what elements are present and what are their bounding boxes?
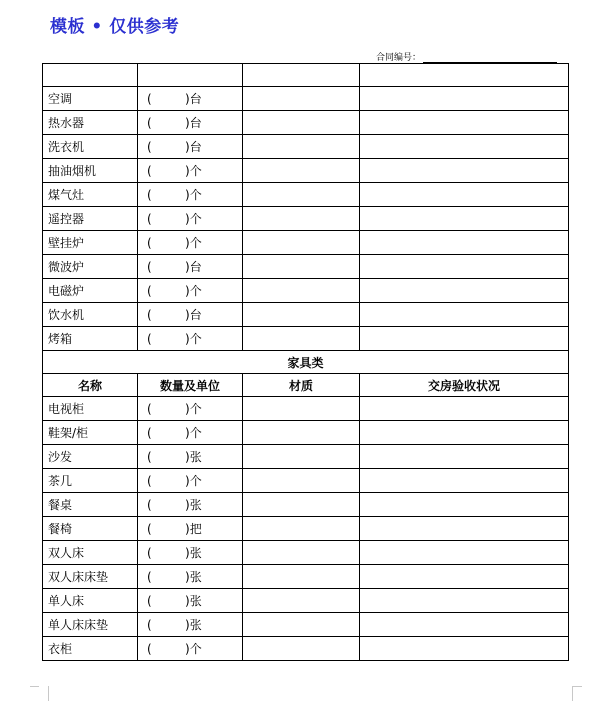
item-condition[interactable] — [360, 517, 569, 541]
paren-close: ) — [185, 115, 190, 130]
item-condition[interactable] — [360, 327, 569, 351]
paren-close: ) — [185, 569, 190, 584]
paren-open: ( — [147, 307, 152, 322]
paren-close: ) — [185, 425, 190, 440]
paren-close: ) — [185, 449, 190, 464]
item-quantity[interactable] — [138, 87, 243, 111]
column-header-quantity: 数量及单位 — [138, 374, 243, 397]
item-condition[interactable] — [360, 231, 569, 255]
item-name: 饮水机 — [43, 303, 138, 327]
item-material[interactable] — [243, 517, 360, 541]
paren-open: ( — [147, 497, 152, 512]
table-row — [43, 159, 569, 183]
item-name: 衣柜 — [43, 637, 138, 661]
column-header-condition: 交房验收状况 — [360, 374, 569, 397]
table-row — [43, 231, 569, 255]
item-unit: 个 — [189, 426, 202, 440]
item-material[interactable] — [243, 279, 360, 303]
table-row — [43, 565, 569, 589]
paren-open: ( — [147, 187, 152, 202]
item-name: 茶几 — [43, 469, 138, 493]
item-material[interactable] — [243, 637, 360, 661]
paren-open: ( — [147, 425, 152, 440]
paren-open: ( — [147, 641, 152, 656]
item-material[interactable] — [243, 303, 360, 327]
paren-open: ( — [147, 449, 152, 464]
item-quantity[interactable] — [138, 469, 243, 493]
paren-close: ) — [185, 259, 190, 274]
item-quantity[interactable] — [138, 255, 243, 279]
table-row — [43, 135, 569, 159]
item-material[interactable] — [243, 207, 360, 231]
table-row — [43, 589, 569, 613]
item-condition[interactable] — [360, 445, 569, 469]
item-condition[interactable] — [360, 493, 569, 517]
paren-open: ( — [147, 569, 152, 584]
paren-close: ) — [185, 545, 190, 560]
item-quantity[interactable] — [138, 231, 243, 255]
item-name: 餐椅 — [43, 517, 138, 541]
item-quantity[interactable] — [138, 207, 243, 231]
table-row — [43, 64, 569, 87]
table-cell — [243, 64, 360, 87]
item-material[interactable] — [243, 421, 360, 445]
item-name: 电磁炉 — [43, 279, 138, 303]
item-unit: 个 — [189, 332, 202, 346]
table-row — [43, 541, 569, 565]
item-material[interactable] — [243, 469, 360, 493]
column-header-row — [43, 374, 569, 397]
paren-close: ) — [185, 163, 190, 178]
item-condition[interactable] — [360, 469, 569, 493]
item-condition[interactable] — [360, 421, 569, 445]
paren-close: ) — [185, 473, 190, 488]
table-cell — [360, 64, 569, 87]
item-material[interactable] — [243, 589, 360, 613]
contract-number-label: 合同编号： — [376, 53, 422, 63]
paren-open: ( — [147, 139, 152, 154]
item-material[interactable] — [243, 183, 360, 207]
paren-close: ) — [185, 401, 190, 416]
section-row — [43, 351, 569, 374]
paren-open: ( — [147, 163, 152, 178]
paren-open: ( — [147, 593, 152, 608]
item-quantity[interactable] — [138, 613, 243, 637]
table-row — [43, 111, 569, 135]
column-header-name: 名称 — [43, 374, 138, 397]
paren-close: ) — [185, 307, 190, 322]
table-cell — [138, 64, 243, 87]
item-quantity[interactable] — [138, 589, 243, 613]
paren-open: ( — [147, 331, 152, 346]
paren-close: ) — [185, 139, 190, 154]
item-unit: 个 — [189, 236, 202, 250]
table-row — [43, 207, 569, 231]
watermark-title: 模板 • 仅供参考 — [50, 17, 180, 37]
item-name: 热水器 — [43, 111, 138, 135]
paren-open: ( — [147, 617, 152, 632]
table-row — [43, 397, 569, 421]
item-name: 洗衣机 — [43, 135, 138, 159]
item-unit: 台 — [189, 260, 202, 274]
item-condition[interactable] — [360, 135, 569, 159]
table-row — [43, 517, 569, 541]
item-name: 单人床床垫 — [43, 613, 138, 637]
item-name: 遥控器 — [43, 207, 138, 231]
table-row — [43, 613, 569, 637]
paren-close: ) — [185, 331, 190, 346]
item-condition[interactable] — [360, 255, 569, 279]
paren-open: ( — [147, 283, 152, 298]
paren-open: ( — [147, 545, 152, 560]
item-name: 双人床 — [43, 541, 138, 565]
item-material[interactable] — [243, 87, 360, 111]
page-corner-mark — [38, 686, 49, 701]
item-quantity[interactable] — [138, 637, 243, 661]
table-row — [43, 469, 569, 493]
item-name: 沙发 — [43, 445, 138, 469]
item-quantity[interactable] — [138, 327, 243, 351]
item-name: 电视柜 — [43, 397, 138, 421]
paren-close: ) — [185, 187, 190, 202]
item-unit: 张 — [189, 450, 202, 464]
paren-open: ( — [147, 211, 152, 226]
item-quantity[interactable] — [138, 303, 243, 327]
item-name: 空调 — [43, 87, 138, 111]
item-condition[interactable] — [360, 159, 569, 183]
item-unit: 个 — [189, 642, 202, 656]
item-material[interactable] — [243, 565, 360, 589]
item-quantity[interactable] — [138, 541, 243, 565]
table-row — [43, 637, 569, 661]
item-quantity[interactable] — [138, 517, 243, 541]
item-unit: 个 — [189, 164, 202, 178]
item-quantity[interactable] — [138, 445, 243, 469]
item-material[interactable] — [243, 255, 360, 279]
item-name: 烤箱 — [43, 327, 138, 351]
item-name: 煤气灶 — [43, 183, 138, 207]
paren-close: ) — [185, 593, 190, 608]
item-material[interactable] — [243, 327, 360, 351]
item-unit: 个 — [189, 212, 202, 226]
paren-close: ) — [185, 235, 190, 250]
item-condition[interactable] — [360, 637, 569, 661]
item-unit: 张 — [189, 594, 202, 608]
item-condition[interactable] — [360, 111, 569, 135]
item-condition[interactable] — [360, 541, 569, 565]
table-row — [43, 327, 569, 351]
item-quantity[interactable] — [138, 135, 243, 159]
paren-close: ) — [185, 497, 190, 512]
item-condition[interactable] — [360, 565, 569, 589]
item-material[interactable] — [243, 541, 360, 565]
item-material[interactable] — [243, 111, 360, 135]
table-row — [43, 183, 569, 207]
table-row — [43, 445, 569, 469]
item-condition[interactable] — [360, 207, 569, 231]
item-material[interactable] — [243, 613, 360, 637]
item-quantity[interactable] — [138, 279, 243, 303]
table-cell — [43, 64, 138, 87]
item-unit: 台 — [189, 140, 202, 154]
item-condition[interactable] — [360, 397, 569, 421]
table-row — [43, 493, 569, 517]
item-quantity[interactable] — [138, 397, 243, 421]
item-quantity[interactable] — [138, 421, 243, 445]
item-unit: 个 — [189, 402, 202, 416]
section-title: 家具类 — [43, 351, 569, 374]
item-quantity[interactable] — [138, 493, 243, 517]
item-quantity[interactable] — [138, 183, 243, 207]
paren-close: ) — [185, 283, 190, 298]
item-unit: 个 — [189, 188, 202, 202]
item-unit: 把 — [189, 522, 202, 536]
item-unit: 台 — [189, 116, 202, 130]
item-material[interactable] — [243, 135, 360, 159]
item-quantity[interactable] — [138, 111, 243, 135]
item-unit: 个 — [189, 284, 202, 298]
item-name: 单人床 — [43, 589, 138, 613]
table-row — [43, 421, 569, 445]
paren-close: ) — [185, 211, 190, 226]
item-condition[interactable] — [360, 279, 569, 303]
paren-open: ( — [147, 401, 152, 416]
item-name: 微波炉 — [43, 255, 138, 279]
item-material[interactable] — [243, 493, 360, 517]
item-material[interactable] — [243, 397, 360, 421]
item-quantity[interactable] — [138, 565, 243, 589]
column-header-material: 材质 — [243, 374, 360, 397]
item-condition[interactable] — [360, 589, 569, 613]
table-row — [43, 279, 569, 303]
item-name: 壁挂炉 — [43, 231, 138, 255]
table-row — [43, 303, 569, 327]
item-condition[interactable] — [360, 303, 569, 327]
paren-close: ) — [185, 641, 190, 656]
item-unit: 台 — [189, 92, 202, 106]
item-unit: 张 — [189, 498, 202, 512]
item-name: 抽油烟机 — [43, 159, 138, 183]
item-unit: 个 — [189, 474, 202, 488]
item-material[interactable] — [243, 445, 360, 469]
item-quantity[interactable] — [138, 159, 243, 183]
contract-number-field[interactable] — [423, 52, 557, 63]
item-unit: 张 — [189, 546, 202, 560]
inventory-table — [42, 63, 569, 661]
item-name: 鞋架/柜 — [43, 421, 138, 445]
item-name: 餐桌 — [43, 493, 138, 517]
paren-close: ) — [185, 91, 190, 106]
item-name: 双人床床垫 — [43, 565, 138, 589]
item-material[interactable] — [243, 231, 360, 255]
paren-open: ( — [147, 521, 152, 536]
paren-close: ) — [185, 521, 190, 536]
paren-open: ( — [147, 473, 152, 488]
paren-open: ( — [147, 259, 152, 274]
item-condition[interactable] — [360, 87, 569, 111]
paren-open: ( — [147, 115, 152, 130]
page-corner-mark — [572, 686, 583, 701]
item-material[interactable] — [243, 159, 360, 183]
item-condition[interactable] — [360, 613, 569, 637]
table-row — [43, 87, 569, 111]
item-unit: 张 — [189, 570, 202, 584]
paren-close: ) — [185, 617, 190, 632]
table-row — [43, 255, 569, 279]
contract-number — [376, 50, 557, 63]
paren-open: ( — [147, 235, 152, 250]
item-unit: 台 — [189, 308, 202, 322]
paren-open: ( — [147, 91, 152, 106]
item-condition[interactable] — [360, 183, 569, 207]
item-unit: 张 — [189, 618, 202, 632]
